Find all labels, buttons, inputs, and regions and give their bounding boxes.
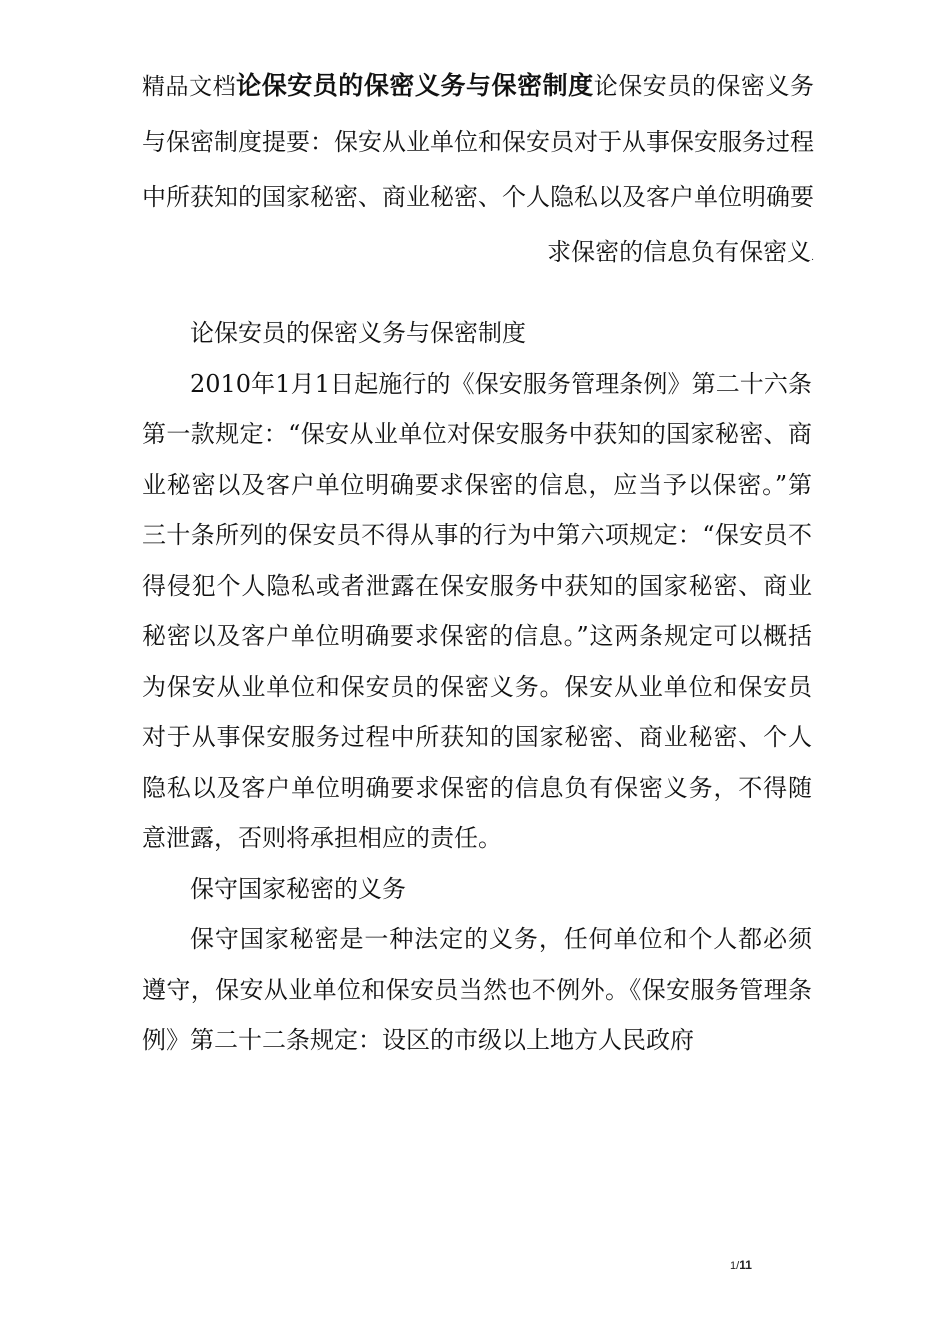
header-summary: 论保安员的保密义务与保密制度提要：保安从业单位和保安员对于从事保安服务过程中所获知的国家秘密、商业秘密、个人隐私以及客户单位明确要求保密的信息负有保密义: [142, 72, 815, 266]
header-prefix: 精品文档: [142, 74, 237, 100]
document-title: 论保安员的保密义务与保密制度: [236, 71, 594, 100]
page-current: 1: [730, 1260, 737, 1272]
page-total: 11: [739, 1258, 752, 1272]
page-number: [730, 1258, 752, 1272]
page-separator: /: [736, 1260, 740, 1272]
body-paragraph: 保守国家秘密是一种法定的义务，任何单位和个人都必须遵守，保安从业单位和保安员当然也不例外。《保安服务管理条例》第二十二条规定：设区的市级以上地方人民政府: [142, 925, 812, 1054]
body-paragraph: 2010年1月1日起施行的《保安服务管理条例》第二十六条第一款规定：“保安从业单位对保安服务中获知的国家秘密、商业秘密以及客户单位明确要求保密的信息，应当予以保密。”第三十条所列的保安员不得从事的行为中第六项规定：“保安员不得侵犯个人隐私或者泄露在保安服务中获知的国家秘密、商业秘密以及客户单位明确要求保密的信息。”这两条规定可以概括为保安从业单位和保安员的保密义务。保安从业单位和保安员对于从事保安服务过程中所获知的国家秘密、商业秘密、个人隐私以及客户单位明确要求保密的信息负有保密义务，不得随意泄露，否则将承担相应的责任。: [142, 369, 812, 852]
document-body: [142, 308, 812, 1066]
document-header: [142, 58, 814, 286]
section-heading-main: 论保安员的保密义务与保密制度: [190, 319, 526, 347]
section-heading-state-secrets: 保守国家秘密的义务: [190, 874, 406, 903]
header-end-mark: .: [811, 253, 814, 263]
